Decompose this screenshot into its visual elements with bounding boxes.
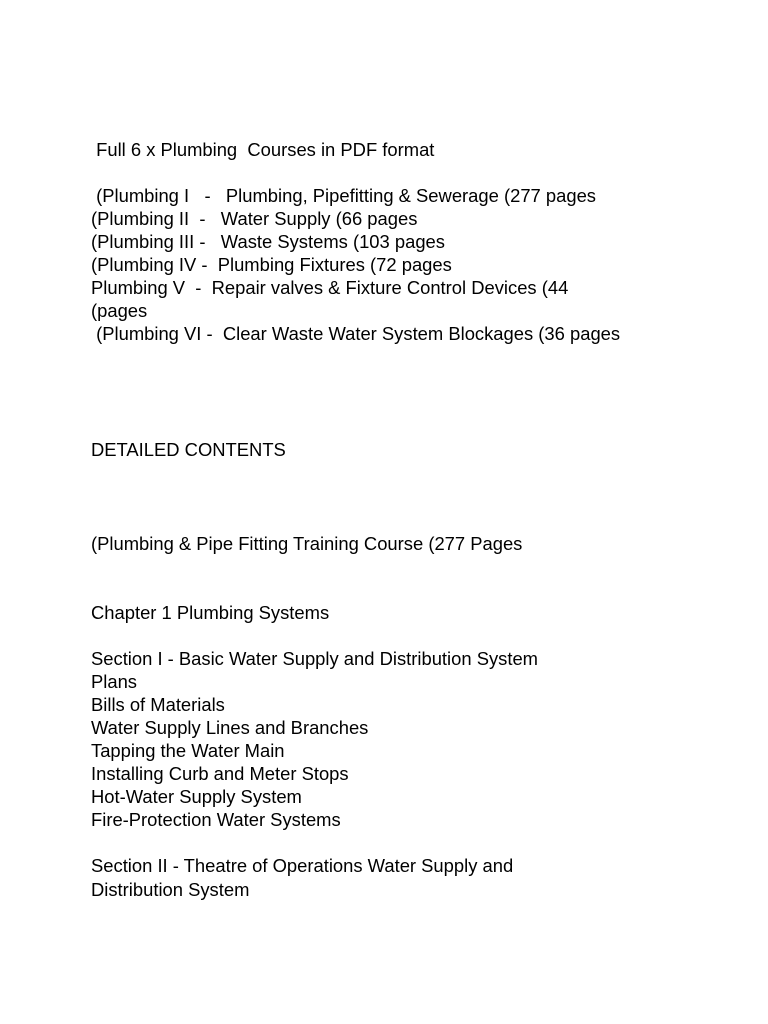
course-list-item: (Plumbing VI - Clear Waste Water System Blockages (36 pages [91,323,621,344]
chapter-title: Chapter 1 Plumbing Systems [91,602,330,623]
course-list-item: (Plumbing IV - Plumbing Fixtures (72 pages [91,254,452,275]
section-item: Hot-Water Supply System [91,786,302,807]
section-item: Installing Curb and Meter Stops [91,763,349,784]
section-item: Bills of Materials [91,694,225,715]
section-item: Water Supply Lines and Branches [91,717,369,738]
course-list-item: (Plumbing I - Plumbing, Pipefitting & Sewerage (277 pages [91,185,596,206]
course-list-item: (Plumbing III - Waste Systems (103 pages [91,231,445,252]
section-heading-continued: Distribution System [91,879,250,900]
course-list-item: (Plumbing II - Water Supply (66 pages [91,208,418,229]
section-heading: Section II - Theatre of Operations Water Supply and [91,855,514,876]
contents-heading: DETAILED CONTENTS [91,439,286,460]
section-item: Tapping the Water Main [91,740,285,761]
course-list-item: (pages [91,300,148,321]
course-title: (Plumbing & Pipe Fitting Training Course (277 Pages [91,533,523,554]
section-item: Fire-Protection Water Systems [91,809,341,830]
course-list-item: Plumbing V - Repair valves & Fixture Control Devices (44 [91,277,569,298]
section-heading: Section I - Basic Water Supply and Distribution System [91,648,539,669]
section-item: Plans [91,671,138,692]
document-heading: Full 6 x Plumbing Courses in PDF format [91,139,435,160]
